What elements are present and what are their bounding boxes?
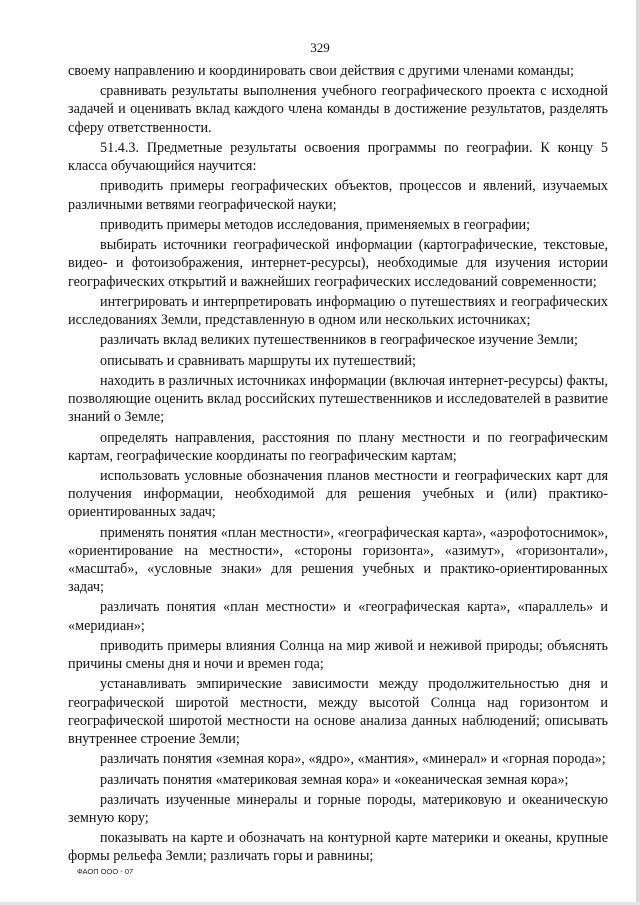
paragraph: описывать и сравнивать маршруты их путешествий; — [100, 352, 416, 369]
footer-stamp: ФАОП ООО - 07 — [77, 867, 134, 876]
paragraph: применять понятия «план местности», «географическая карта», «аэрофотоснимок», «ориентирование на местности», «стороны горизонта», «азимут», «горизонтали», «масштаб», «условные знаки» для решения учебных и практико-ориентированных задач; — [68, 524, 608, 596]
paragraph: 51.4.3. Предметные результаты освоения программы по географии. К концу 5 класса обучающийся научится: — [68, 139, 608, 175]
paragraph: различать понятия «материковая земная кора» и «океаническая земная кора»; — [100, 771, 569, 788]
paragraph: интегрировать и интерпретировать информацию о путешествиях и географических исследованиях Земли, представленную в одном или нескольких источниках; — [68, 293, 608, 328]
paragraph: устанавливать эмпирические зависимости между продолжительностью дня и географической широтой местности, между высотой Солнца над горизонтом и географической широтой местности на основе анализа данных наблюдений; описывать внутреннее строение Земли; — [68, 676, 608, 747]
paragraph: различать понятия «земная кора», «ядро», «мантия», «минерал» и «горная порода»; — [100, 751, 606, 768]
page-number: 329 — [310, 40, 330, 55]
paragraph: находить в различных источниках информации (включая интернет-ресурсы) факты, позволяющие оценить вклад российских путешественников и исследователей в развитие знаний о Земле; — [68, 373, 608, 426]
paragraph: своему направлению и координировать свои действия с другими членами команды; — [68, 63, 574, 79]
paragraph: различать понятия «план местности» и «географическая карта», «параллель» и «меридиан»; — [68, 599, 608, 634]
scan-edge-right — [636, 0, 640, 905]
paragraph: выбирать источники географической информации (картографические, текстовые, видео- и фотоизображения, интернет-ресурсы), необходимые для изучения истории географических открытий и важнейших географических исследований современности; — [68, 237, 608, 290]
paragraph: различать изученные минералы и горные породы, материковую и океаническую земную кору; — [68, 791, 608, 826]
paragraph: сравнивать результаты выполнения учебного географического проекта с исходной задачей и оценивать вклад каждого члена команды в достижение результатов, разделять сферу ответственности. — [68, 83, 608, 136]
paragraph: различать вклад великих путешественников в географическое изучение Земли; — [100, 332, 578, 349]
document-body — [68, 62, 608, 868]
paragraph: приводить примеры влияния Солнца на мир живой и неживой природы; объяснять причины смены дня и ночи и времен года; — [68, 637, 608, 673]
paragraph: определять направления, расстояния по плану местности и по географическим картам, географические координаты по географическим картам; — [68, 429, 608, 464]
paragraph: показывать на карте и обозначать на контурной карте материки и океаны, крупные формы рельефа Земли; различать горы и равнины; — [68, 830, 608, 865]
paragraph: приводить примеры географических объектов, процессов и явлений, изучаемых различными ветвями географической науки; — [68, 178, 608, 213]
paragraph: использовать условные обозначения планов местности и географических карт для получения информации, необходимой для решения учебных и (или) практико-ориентированных задач; — [68, 468, 608, 521]
paragraph: приводить примеры методов исследования, применяемых в географии; — [100, 216, 531, 233]
